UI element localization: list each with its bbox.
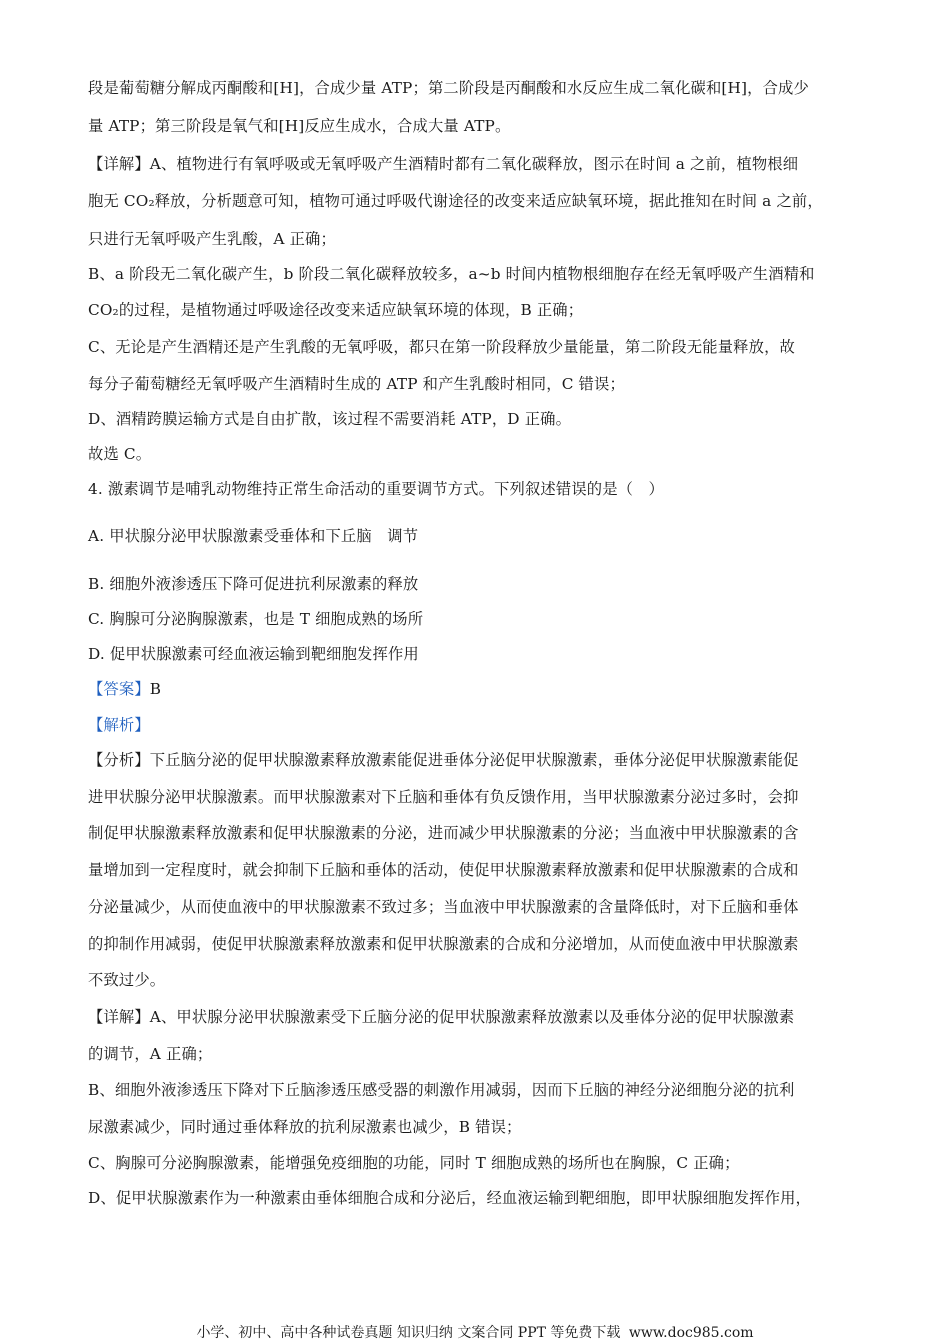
text-line: 的抑制作用减弱，使促甲状腺激素释放激素和促甲状腺激素的合成和分泌增加，从而使血液中甲状腺激素 [88,935,799,953]
text-line: B、细胞外液渗透压下降对下丘脑渗透压感受器的刺激作用减弱，因而下丘脑的神经分泌细胞分泌的抗利 [88,1081,795,1099]
text-line: 制促甲状腺激素释放激素和促甲状腺激素的分泌，进而减少甲状腺激素的分泌；当血液中甲状腺激素的含 [88,824,799,842]
footer-text: 小学、初中、高中各种试卷真题 知识归纳 文案合同 PPT 等免费下载 [196,1325,621,1341]
question-4-stem: 4. 激素调节是哺乳动物维持正常生命活动的重要调节方式。下列叙述错误的是（ ） [88,480,664,498]
text-line: 【分析】下丘脑分泌的促甲状腺激素释放激素能促进垂体分泌促甲状腺激素，垂体分泌促甲状腺激素能促 [88,751,799,769]
option-a: A. 甲状腺分泌甲状腺激素受垂体和下丘脑 调节 [88,527,419,545]
text-line: 【详解】A、甲状腺分泌甲状腺激素受下丘脑分泌的促甲状腺激素释放激素以及垂体分泌的促甲状腺激素 [88,1008,795,1026]
text-line: 只进行无氧呼吸产生乳酸，A 正确； [88,230,336,248]
footer-link[interactable]: www.doc985.com [628,1325,754,1341]
text-line: 每分子葡萄糖经无氧呼吸产生酒精时生成的 ATP 和产生乳酸时相同，C 错误； [88,375,625,393]
answer-line [88,679,161,699]
text-line: C、胸腺可分泌胸腺激素，能增强免疫细胞的功能，同时 T 细胞成熟的场所也在胸腺，C 正确； [88,1154,740,1172]
text-line: D、酒精跨膜运输方式是自由扩散，该过程不需要消耗 ATP，D 正确。 [88,410,572,428]
text-line: 进甲状腺分泌甲状腺激素。而甲状腺激素对下丘脑和垂体有负反馈作用，当甲状腺激素分泌过多时，会抑 [88,788,799,806]
text-line: 故选 C。 [88,445,152,463]
answer-value: B [149,680,162,698]
option-b: B. 细胞外液渗透压下降可促进抗利尿激素的释放 [88,575,419,593]
answer-label: 【答案】 [88,680,150,698]
page-footer [0,1322,950,1342]
text-line: D、促甲状腺激素作为一种激素由垂体细胞合成和分泌后，经血液运输到靶细胞，即甲状腺细胞发挥作用， [88,1189,811,1207]
text-line: 的调节，A 正确； [88,1045,213,1063]
text-line: 胞无 CO₂释放，分析题意可知，植物可通过呼吸代谢途径的改变来适应缺氧环境，据此推知在时间 a 之前， [88,192,823,210]
text-line: 段是葡萄糖分解成丙酮酸和[H]，合成少量 ATP；第二阶段是丙酮酸和水反应生成二氧化碳和[H]，合成少 [88,79,809,97]
text-line: 尿激素减少，同时通过垂体释放的抗利尿激素也减少，B 错误； [88,1118,522,1136]
text-line: 不致过少。 [88,971,166,989]
analysis-label: 【解析】 [88,716,150,734]
text-line: 量增加到一定程度时，就会抑制下丘脑和垂体的活动，使促甲状腺激素释放激素和促甲状腺激素的合成和 [88,861,799,879]
option-c: C. 胸腺可分泌胸腺激素，也是 T 细胞成熟的场所 [88,610,424,628]
text-line: 分泌量减少，从而使血液中的甲状腺激素不致过多；当血液中甲状腺激素的含量降低时，对下丘脑和垂体 [88,898,799,916]
option-d: D. 促甲状腺激素可经血液运输到靶细胞发挥作用 [88,645,419,663]
text-line: 量 ATP；第三阶段是氧气和[H]反应生成水，合成大量 ATP。 [88,117,511,135]
text-line: 【详解】A、植物进行有氧呼吸或无氧呼吸产生酒精时都有二氧化碳释放，图示在时间 a 之前，植物根细 [88,155,799,173]
text-line: C、无论是产生酒精还是产生乳酸的无氧呼吸，都只在第一阶段释放少量能量，第二阶段无能量释放，故 [88,338,795,356]
text-line: CO₂的过程，是植物通过呼吸途径改变来适应缺氧环境的体现，B 正确； [88,301,584,319]
text-line: B、a 阶段无二氧化碳产生，b 阶段二氧化碳释放较多，a~b 时间内植物根细胞存在经无氧呼吸产生酒精和 [88,265,815,283]
